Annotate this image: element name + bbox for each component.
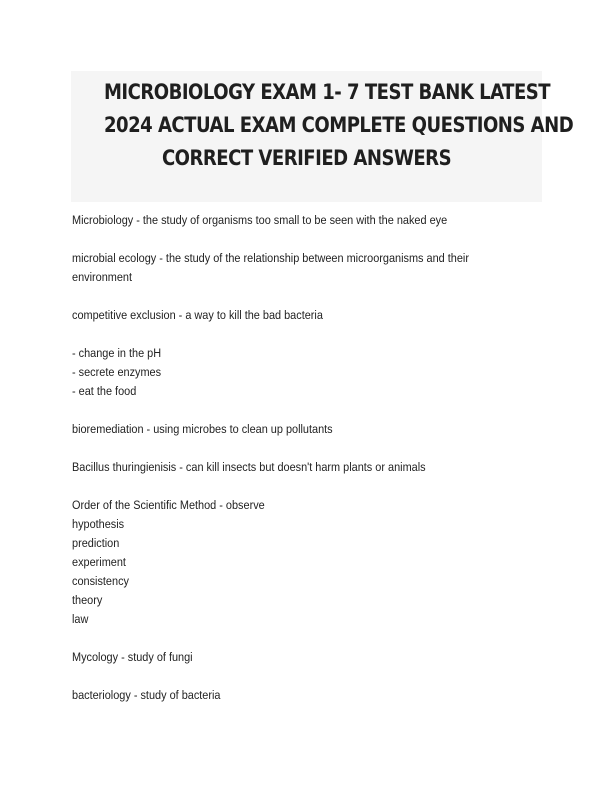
paragraph-gap [72, 477, 542, 496]
paragraph-gap [72, 439, 542, 458]
entry-line: theory [72, 593, 103, 607]
entry-line: - change in the pH [72, 346, 162, 360]
entry-line: competitive exclusion - a way to kill the bad bacteria [72, 308, 323, 322]
entry-line: Microbiology - the study of organisms too small to be seen with the naked eye [72, 213, 448, 227]
entry-line: prediction [72, 536, 120, 550]
entry-line: microbial ecology - the study of the relationship between microorganisms and their [72, 251, 469, 265]
paragraph-gap [72, 230, 542, 249]
entry-line: - secrete enzymes [72, 365, 162, 379]
entry-line: environment [72, 270, 133, 284]
paragraph-gap [72, 629, 542, 648]
paragraph-gap [72, 667, 542, 686]
entry-line: experiment [72, 555, 126, 569]
entry-line: law [72, 612, 89, 626]
entry-line: - eat the food [72, 384, 137, 398]
entry-line: Mycology - study of fungi [72, 650, 193, 664]
entry-line: bioremediation - using microbes to clean up pollutants [72, 422, 333, 436]
paragraph-gap [72, 325, 542, 344]
title-block [71, 71, 574, 202]
entry-line: Bacillus thuringienisis - can kill insects but doesn't harm plants or animals [72, 460, 426, 474]
title-line: 2024 ACTUAL EXAM COMPLETE QUESTIONS AND [103, 113, 574, 137]
entry-line: consistency [72, 574, 129, 588]
entry-line: Order of the Scientific Method - observe [72, 498, 265, 512]
title-line: CORRECT VERIFIED ANSWERS [161, 146, 452, 170]
body-text [72, 211, 542, 705]
title-line: MICROBIOLOGY EXAM 1- 7 TEST BANK LATEST [103, 80, 551, 104]
entry-line: bacteriology - study of bacteria [72, 688, 221, 702]
paragraph-gap [72, 401, 542, 420]
paragraph-gap [72, 287, 542, 306]
entry-line: hypothesis [72, 517, 125, 531]
